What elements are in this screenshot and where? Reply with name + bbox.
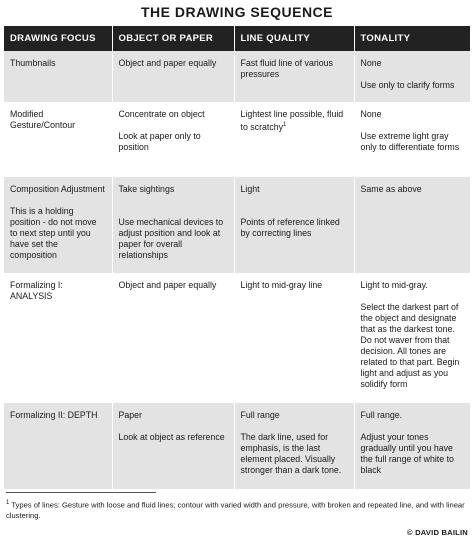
cell-line-quality: [234, 403, 354, 489]
cell-tonality: [354, 273, 470, 403]
cell-text: Fast fluid line of various pressures: [240, 58, 333, 79]
cell-drawing-focus: [4, 102, 112, 177]
page-title: THE DRAWING SEQUENCE: [140, 4, 333, 20]
cell-text: [241, 109, 348, 133]
table-row: [4, 403, 470, 489]
cell-text: Same as above: [360, 184, 422, 194]
cell-note: Select the darkest part of the object and designate that as the darkest tone. Do not waver from that decision. All tones are related to that part. Begin light and adjust as you solidify form: [360, 302, 460, 389]
cell-text: None: [360, 58, 382, 68]
cell-object-or-paper: [112, 102, 234, 177]
column-header: DRAWING FOCUS: [4, 26, 112, 51]
cell-text: None: [360, 109, 382, 119]
cell-note: Use mechanical devices to adjust position and look at paper for overall relationships: [118, 217, 224, 260]
copyright-credit: © DAVID BAILIN: [407, 528, 468, 537]
cell-note: This is a holding position - do not move to next step until you have set the composition: [10, 206, 97, 260]
drawing-sequence-table: [4, 26, 470, 489]
cell-line-quality: [234, 102, 354, 177]
footnote-marker: 1: [6, 500, 10, 506]
cell-text: Full range: [240, 410, 280, 420]
cell-note: Look at paper only to position: [118, 131, 201, 152]
cell-note: Adjust your tones gradually until you have the full range of white to black: [360, 432, 454, 475]
cell-text: Object and paper equally: [118, 280, 217, 290]
cell-drawing-focus: [4, 177, 112, 273]
cell-drawing-focus: [4, 403, 112, 489]
cell-note: The dark line, used for emphasis, is the last element placed. Visually stronger than a dark tone.: [240, 432, 342, 475]
cell-text: Light to mid-gray.: [360, 280, 428, 290]
cell-text: Object and paper equally: [118, 58, 217, 68]
footnote-marker: 1: [283, 122, 287, 128]
cell-object-or-paper: [112, 403, 234, 489]
table-header-row: [4, 26, 470, 51]
cell-text: Light to mid-gray line: [240, 280, 323, 290]
footnote-divider: [6, 492, 156, 493]
cell-tonality: [354, 403, 470, 489]
cell-text: Thumbnails: [10, 58, 56, 68]
footnote-text: Types of lines: Gesture with loose and fluid lines; contour with varied width and pressure, with broken and repeated line, and with linear clustering.: [6, 500, 465, 520]
table-row: [4, 177, 470, 273]
cell-line-quality: [234, 273, 354, 403]
cell-text: Composition Adjustment: [10, 184, 105, 194]
cell-line-quality: [234, 51, 354, 102]
table-row: [4, 102, 470, 177]
cell-drawing-focus: [4, 51, 112, 102]
cell-text: Formalizing II: DEPTH: [10, 410, 98, 420]
cell-tonality: [354, 51, 470, 102]
cell-text: Take sightings: [118, 184, 175, 194]
cell-text: Full range.: [360, 410, 403, 420]
table-row: [4, 273, 470, 403]
column-header: TONALITY: [354, 26, 470, 51]
cell-text-content: Lightest line possible, fluid to scratchy: [240, 109, 344, 132]
cell-line-quality: [234, 177, 354, 273]
cell-object-or-paper: [112, 177, 234, 273]
cell-text: Concentrate on object: [118, 109, 205, 119]
cell-note: Look at object as reference: [118, 432, 225, 442]
table-row: [4, 51, 470, 102]
footnote: [6, 498, 468, 521]
cell-text: Light: [240, 184, 260, 194]
cell-text: Formalizing I: ANALYSIS: [10, 280, 63, 301]
cell-note: Points of reference linked by correcting lines: [240, 217, 340, 238]
cell-drawing-focus: [4, 273, 112, 403]
cell-note: Use only to clarify forms: [360, 80, 455, 90]
cell-tonality: [354, 177, 470, 273]
cell-text: Paper: [118, 410, 142, 420]
cell-tonality: [354, 102, 470, 177]
cell-note: Use extreme light gray only to differentiate forms: [360, 131, 460, 152]
column-header: LINE QUALITY: [234, 26, 354, 51]
cell-text: Modified Gesture/Contour: [10, 109, 76, 130]
column-header: OBJECT OR PAPER: [112, 26, 234, 51]
cell-object-or-paper: [112, 273, 234, 403]
cell-object-or-paper: [112, 51, 234, 102]
